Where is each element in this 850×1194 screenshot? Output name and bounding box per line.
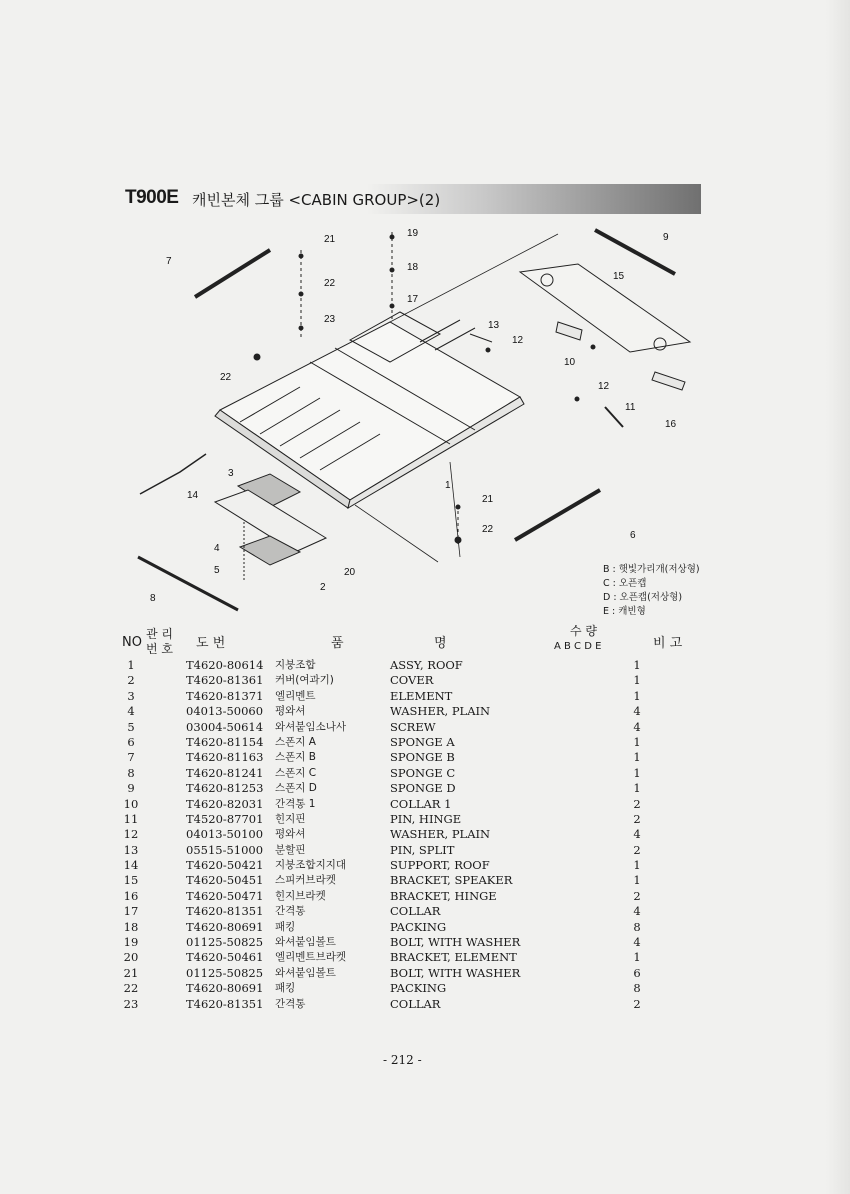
row-number: 19: [123, 935, 139, 950]
english-name: BRACKET, SPEAKER: [390, 873, 513, 888]
korean-name: 지붕조합: [275, 659, 316, 671]
table-row: [120, 720, 680, 735]
svg-text:3: 3: [228, 468, 234, 479]
english-name: PIN, HINGE: [390, 811, 462, 826]
svg-text:2: 2: [320, 582, 326, 593]
header-remark: 비 고: [653, 636, 683, 651]
quantity: 8: [633, 981, 641, 996]
quantity: 1: [633, 765, 641, 780]
quantity: 1: [633, 673, 641, 688]
english-name: WASHER, PLAIN: [390, 704, 491, 719]
legend-item: D : 오픈캡(저상형): [603, 592, 683, 603]
quantity: 1: [633, 734, 641, 749]
part-number: 01125-50825: [186, 935, 264, 950]
svg-text:13: 13: [488, 320, 500, 331]
korean-name: 엘리멘트: [275, 689, 316, 702]
part-number: T4520-87701: [186, 811, 264, 826]
row-number: 1: [127, 658, 135, 672]
quantity: 1: [633, 750, 641, 765]
part-number: 01125-50825: [186, 965, 264, 980]
part-number: T4620-50451: [186, 873, 264, 888]
english-name: SPONGE B: [390, 750, 455, 765]
svg-text:20: 20: [344, 567, 356, 578]
table-row: [120, 920, 680, 935]
row-number: 10: [123, 796, 139, 811]
legend-item: E : 캐빈형: [603, 606, 646, 617]
row-number: 17: [123, 904, 139, 919]
quantity: 4: [633, 935, 641, 950]
row-number: 20: [123, 950, 139, 965]
english-name: ASSY, ROOF: [390, 658, 463, 672]
svg-text:12: 12: [598, 381, 610, 392]
svg-text:22: 22: [482, 524, 494, 535]
row-number: 4: [127, 704, 135, 719]
quantity: 1: [633, 873, 641, 888]
part-number: T4620-80691: [186, 981, 264, 996]
svg-text:7: 7: [166, 256, 172, 267]
english-name: BRACKET, HINGE: [390, 888, 497, 903]
row-number: 13: [123, 842, 139, 857]
korean-name: 분할핀: [275, 843, 306, 856]
svg-text:18: 18: [407, 262, 419, 273]
korean-name: 패킹: [275, 920, 296, 933]
korean-name: 커버(여과기): [275, 674, 334, 687]
korean-name: 스피커브라켓: [275, 874, 336, 887]
table-row: [120, 781, 680, 796]
korean-name: 힌지핀: [275, 812, 306, 825]
svg-text:12: 12: [512, 335, 524, 346]
header-part-no: 도 번: [196, 636, 226, 651]
korean-name: 스폰지 A: [275, 735, 316, 748]
part-number: T4620-81163: [186, 750, 264, 765]
part-number: T4620-81241: [186, 765, 264, 780]
korean-name: 스폰지 C: [275, 766, 317, 779]
part-number: 04013-50100: [186, 827, 264, 842]
header-name-left: 품: [331, 636, 344, 651]
table-row: [120, 827, 680, 842]
english-name: BOLT, WITH WASHER: [390, 965, 521, 980]
korean-name: 스폰지 B: [275, 751, 316, 764]
svg-text:1: 1: [445, 480, 451, 491]
row-number: 11: [123, 811, 139, 826]
svg-text:11: 11: [625, 402, 636, 413]
svg-text:6: 6: [630, 530, 636, 541]
row-number: 14: [123, 858, 139, 873]
table-row: [120, 673, 680, 688]
part-number: 05515-51000: [186, 842, 264, 857]
legend-item: B : 햇빛가리개(저상형): [603, 564, 700, 575]
english-name: SCREW: [390, 719, 436, 734]
part-number: T4620-82031: [186, 796, 264, 811]
part-number: T4620-50421: [186, 858, 264, 873]
table-row: [120, 689, 680, 704]
table-row: [120, 812, 680, 827]
table-row: [120, 766, 680, 781]
quantity: 1: [633, 658, 641, 672]
quantity: 1: [633, 688, 641, 703]
svg-text:22: 22: [220, 372, 232, 383]
table-row: [120, 889, 680, 904]
quantity: 1: [633, 950, 641, 965]
korean-name: 와셔붙임볼트: [275, 966, 336, 979]
part-number: T4620-80614: [186, 658, 264, 672]
quantity: 4: [633, 904, 641, 919]
table-row: [120, 997, 680, 1012]
legend-item: C : 오픈캡: [603, 578, 647, 589]
english-name: SPONGE D: [390, 781, 456, 796]
header-qty-columns: A B C D E: [554, 641, 602, 652]
korean-name: 엘리멘트브라켓: [275, 951, 347, 964]
header-qty: 수 량: [570, 624, 597, 638]
section-title: 캐빈본체 그룹 <CABIN GROUP>(2): [192, 191, 441, 209]
svg-text:5: 5: [214, 565, 220, 576]
page-number: - 212 -: [383, 1053, 422, 1067]
english-name: SPONGE A: [390, 734, 455, 749]
table-header: [120, 622, 720, 658]
svg-text:10: 10: [564, 357, 576, 368]
parts-table: [120, 658, 680, 1012]
exploded-parts-diagram: [120, 222, 710, 622]
svg-text:4: 4: [214, 543, 220, 554]
svg-text:19: 19: [407, 228, 419, 239]
part-number: T4620-81371: [186, 688, 264, 703]
part-number: T4620-50461: [186, 950, 264, 965]
part-number: 04013-50060: [186, 704, 264, 719]
quantity: 4: [633, 719, 641, 734]
english-name: PACKING: [390, 981, 447, 996]
row-number: 3: [127, 688, 135, 703]
header-mgmt-top: 관 리: [146, 627, 173, 641]
svg-text:17: 17: [407, 294, 419, 305]
table-row: [120, 797, 680, 812]
english-name: SUPPORT, ROOF: [390, 858, 490, 873]
row-number: 5: [127, 719, 135, 734]
korean-name: 힌지브라켓: [275, 889, 326, 902]
part-number: 03004-50614: [186, 719, 264, 734]
korean-name: 스폰지 D: [275, 782, 317, 795]
korean-name: 간격통 1: [275, 797, 316, 810]
korean-name: 평와셔: [275, 828, 306, 841]
quantity: 2: [633, 842, 641, 857]
part-number: T4620-80691: [186, 919, 264, 934]
quantity: 2: [633, 796, 641, 811]
row-number: 18: [123, 919, 139, 934]
row-number: 6: [127, 734, 135, 749]
english-name: COLLAR 1: [390, 796, 452, 811]
svg-text:21: 21: [482, 494, 494, 505]
svg-text:8: 8: [150, 593, 156, 604]
korean-name: 패킹: [275, 982, 296, 995]
row-number: 7: [127, 750, 135, 765]
row-number: 23: [123, 996, 139, 1011]
header-mgmt-bottom: 번 호: [146, 642, 173, 656]
english-name: PACKING: [390, 919, 447, 934]
table-row: [120, 873, 680, 888]
scan-edge-shadow: [826, 0, 850, 1194]
row-number: 22: [123, 981, 139, 996]
english-name: PIN, SPLIT: [390, 842, 455, 857]
english-name: ELEMENT: [390, 688, 453, 703]
part-number: T4620-81351: [186, 904, 264, 919]
english-name: COLLAR: [390, 904, 441, 919]
row-number: 9: [127, 781, 135, 796]
table-row: [120, 858, 680, 873]
part-number: T4620-81253: [186, 781, 264, 796]
table-row: [120, 981, 680, 996]
row-number: 21: [123, 965, 139, 980]
row-number: 12: [123, 827, 139, 842]
quantity: 4: [633, 704, 641, 719]
svg-text:14: 14: [187, 490, 199, 501]
quantity: 1: [633, 858, 641, 873]
row-number: 15: [123, 873, 139, 888]
table-row: [120, 704, 680, 719]
quantity: 4: [633, 827, 641, 842]
row-number: 16: [123, 888, 139, 903]
korean-name: 간격통: [275, 905, 306, 918]
english-name: BRACKET, ELEMENT: [390, 950, 517, 965]
korean-name: 지붕조합지지대: [275, 859, 347, 872]
model-name: T900E: [125, 187, 179, 208]
english-name: SPONGE C: [390, 765, 456, 780]
part-number: T4620-81361: [186, 673, 264, 688]
quantity: 2: [633, 996, 641, 1011]
quantity: 6: [633, 965, 641, 980]
table-row: [120, 658, 680, 673]
svg-text:16: 16: [665, 419, 677, 430]
table-row: [120, 966, 680, 981]
svg-text:21: 21: [324, 234, 336, 245]
english-name: COLLAR: [390, 996, 441, 1011]
part-number: T4620-81154: [186, 734, 264, 749]
english-name: COVER: [390, 673, 434, 688]
korean-name: 간격통: [275, 997, 306, 1010]
table-row: [120, 735, 680, 750]
svg-text:23: 23: [324, 314, 336, 325]
table-row: [120, 843, 680, 858]
korean-name: 평와셔: [275, 705, 306, 718]
model-legend: [603, 563, 700, 619]
header-name-right: 명: [434, 636, 447, 651]
table-row: [120, 935, 680, 950]
quantity: 8: [633, 919, 641, 934]
korean-name: 와셔붙임볼트: [275, 936, 336, 949]
row-number: 2: [127, 673, 135, 688]
svg-text:15: 15: [613, 271, 625, 282]
table-row: [120, 904, 680, 919]
english-name: WASHER, PLAIN: [390, 827, 491, 842]
quantity: 2: [633, 811, 641, 826]
english-name: BOLT, WITH WASHER: [390, 935, 521, 950]
korean-name: 와셔붙임소나사: [275, 720, 347, 733]
part-number: T4620-81351: [186, 996, 264, 1011]
quantity: 1: [633, 781, 641, 796]
header-no: NO: [122, 635, 142, 650]
table-row: [120, 950, 680, 965]
quantity: 2: [633, 888, 641, 903]
part-number: T4620-50471: [186, 888, 264, 903]
svg-text:9: 9: [663, 232, 669, 243]
table-row: [120, 750, 680, 765]
svg-text:22: 22: [324, 278, 336, 289]
row-number: 8: [127, 765, 135, 780]
